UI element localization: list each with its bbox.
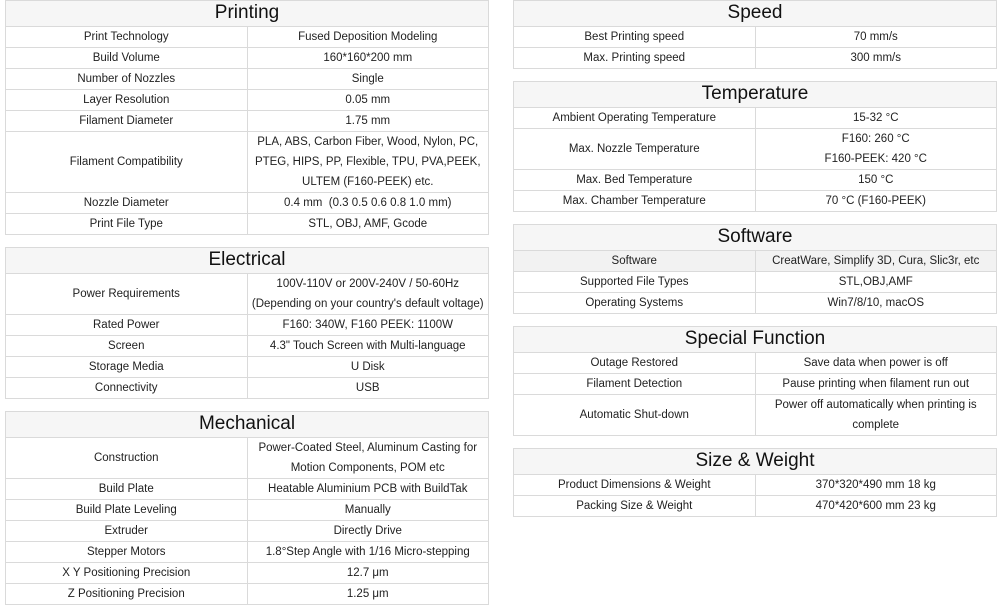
row-value-line: 100V-110V or 200V-240V / 50-60Hz [276, 278, 460, 290]
row-value-line: (Depending on your country's default voltage) [251, 298, 484, 310]
row-label: Max. Chamber Temperature [514, 191, 756, 212]
right-column [513, 0, 997, 517]
row-label: Ambient Operating Temperature [514, 108, 756, 129]
row-label: Automatic Shut-down [514, 395, 756, 436]
printing-section-title: Printing [6, 1, 489, 27]
temperature-section-title: Temperature [514, 82, 997, 108]
row-value: 0.05 mm [247, 90, 489, 111]
size-weight-table [513, 448, 997, 517]
table-row [6, 563, 489, 584]
row-label: Supported File Types [514, 272, 756, 293]
row-label: Screen [6, 336, 248, 357]
row-value: Power off automatically when printing is complete [755, 395, 997, 436]
table-row [514, 496, 997, 517]
row-label: Layer Resolution [6, 90, 248, 111]
row-value: STL, OBJ, AMF, Gcode [247, 214, 489, 235]
table-row [6, 111, 489, 132]
row-label: Filament Diameter [6, 111, 248, 132]
row-value [755, 129, 997, 170]
row-label: Max. Printing speed [514, 48, 756, 69]
row-value: 70 °C (F160-PEEK) [755, 191, 997, 212]
row-value: 160*160*200 mm [247, 48, 489, 69]
table-row [6, 500, 489, 521]
row-value: Single [247, 69, 489, 90]
table-row [6, 378, 489, 399]
row-label: Nozzle Diameter [6, 193, 248, 214]
table-row [6, 584, 489, 605]
row-value: 15-32 °C [755, 108, 997, 129]
row-label: Print File Type [6, 214, 248, 235]
row-value [247, 274, 489, 315]
table-row [6, 357, 489, 378]
mechanical-section-title: Mechanical [6, 412, 489, 438]
speed-section-title: Speed [514, 1, 997, 27]
row-value: 4.3" Touch Screen with Multi-language [247, 336, 489, 357]
row-value: Win7/8/10, macOS [755, 293, 997, 314]
row-value: 1.8°Step Angle with 1/16 Micro-stepping [247, 542, 489, 563]
row-value: STL,OBJ,AMF [755, 272, 997, 293]
row-label: Packing Size & Weight [514, 496, 756, 517]
special-function-section-title: Special Function [514, 327, 997, 353]
row-label: Rated Power [6, 315, 248, 336]
row-value: Directly Drive [247, 521, 489, 542]
size-weight-section-title: Size & Weight [514, 449, 997, 475]
table-row [6, 438, 489, 479]
table-row [6, 193, 489, 214]
table-row [514, 293, 997, 314]
table-row [6, 479, 489, 500]
electrical-section-title: Electrical [6, 248, 489, 274]
row-label: Print Technology [6, 27, 248, 48]
row-value: Heatable Aluminium PCB with BuildTak [247, 479, 489, 500]
table-row [6, 214, 489, 235]
row-label: Extruder [6, 521, 248, 542]
row-label: Build Plate [6, 479, 248, 500]
special-function-table [513, 326, 997, 436]
table-row [6, 336, 489, 357]
row-label: Power Requirements [6, 274, 248, 315]
table-row [6, 69, 489, 90]
row-value: USB [247, 378, 489, 399]
row-label: Number of Nozzles [6, 69, 248, 90]
row-label: Best Printing speed [514, 27, 756, 48]
row-label: X Y Positioning Precision [6, 563, 248, 584]
table-row [514, 251, 997, 272]
speed-table [513, 0, 997, 69]
row-value: 470*420*600 mm 23 kg [755, 496, 997, 517]
row-value: Fused Deposition Modeling [247, 27, 489, 48]
table-row [514, 191, 997, 212]
row-label: Software [514, 251, 756, 272]
row-value: CreatWare, Simplify 3D, Cura, Slic3r, etc [755, 251, 997, 272]
table-row [514, 27, 997, 48]
left-column [5, 0, 489, 605]
mechanical-table [5, 411, 489, 605]
row-value: 0.4 mm (0.3 0.5 0.6 0.8 1.0 mm) [247, 193, 489, 214]
table-row [6, 132, 489, 193]
table-row [514, 475, 997, 496]
row-value-line: F160: 260 °C [841, 133, 910, 145]
table-row [514, 108, 997, 129]
row-label: Filament Detection [514, 374, 756, 395]
table-row [514, 395, 997, 436]
electrical-table [5, 247, 489, 399]
row-value: 1.75 mm [247, 111, 489, 132]
row-value: PLA, ABS, Carbon Fiber, Wood, Nylon, PC, PTEG, HIPS, PP, Flexible, TPU, PVA,PEEK, ULTEM (F160-PEEK) etc. [247, 132, 489, 193]
row-label: Max. Nozzle Temperature [514, 129, 756, 170]
row-value: Manually [247, 500, 489, 521]
row-value: Pause printing when filament run out [755, 374, 997, 395]
row-value: F160: 340W, F160 PEEK: 1100W [247, 315, 489, 336]
table-row [6, 274, 489, 315]
row-label: Product Dimensions & Weight [514, 475, 756, 496]
table-row [6, 542, 489, 563]
row-value: 70 mm/s [755, 27, 997, 48]
row-label: Z Positioning Precision [6, 584, 248, 605]
row-label: Outage Restored [514, 353, 756, 374]
table-row [6, 27, 489, 48]
table-row [514, 170, 997, 191]
row-label: Stepper Motors [6, 542, 248, 563]
temperature-table [513, 81, 997, 212]
table-row [514, 353, 997, 374]
row-label: Operating Systems [514, 293, 756, 314]
table-row [6, 48, 489, 69]
software-table [513, 224, 997, 314]
row-label: Max. Bed Temperature [514, 170, 756, 191]
row-value: 150 °C [755, 170, 997, 191]
table-row [514, 374, 997, 395]
table-row [514, 129, 997, 170]
row-label: Build Plate Leveling [6, 500, 248, 521]
table-row [514, 272, 997, 293]
row-label: Build Volume [6, 48, 248, 69]
row-label: Construction [6, 438, 248, 479]
row-value-line: F160-PEEK: 420 °C [824, 153, 927, 165]
table-row [6, 315, 489, 336]
row-label: Connectivity [6, 378, 248, 399]
row-value: Power-Coated Steel, Aluminum Casting for Motion Components, POM etc [247, 438, 489, 479]
row-value: 12.7 μm [247, 563, 489, 584]
row-value: U Disk [247, 357, 489, 378]
software-section-title: Software [514, 225, 997, 251]
table-row [6, 90, 489, 111]
table-row [6, 521, 489, 542]
row-value: 300 mm/s [755, 48, 997, 69]
row-value: 1.25 μm [247, 584, 489, 605]
row-label: Storage Media [6, 357, 248, 378]
row-label: Filament Compatibility [6, 132, 248, 193]
row-value: 370*320*490 mm 18 kg [755, 475, 997, 496]
row-value: Save data when power is off [755, 353, 997, 374]
printing-table [5, 0, 489, 235]
table-row [514, 48, 997, 69]
